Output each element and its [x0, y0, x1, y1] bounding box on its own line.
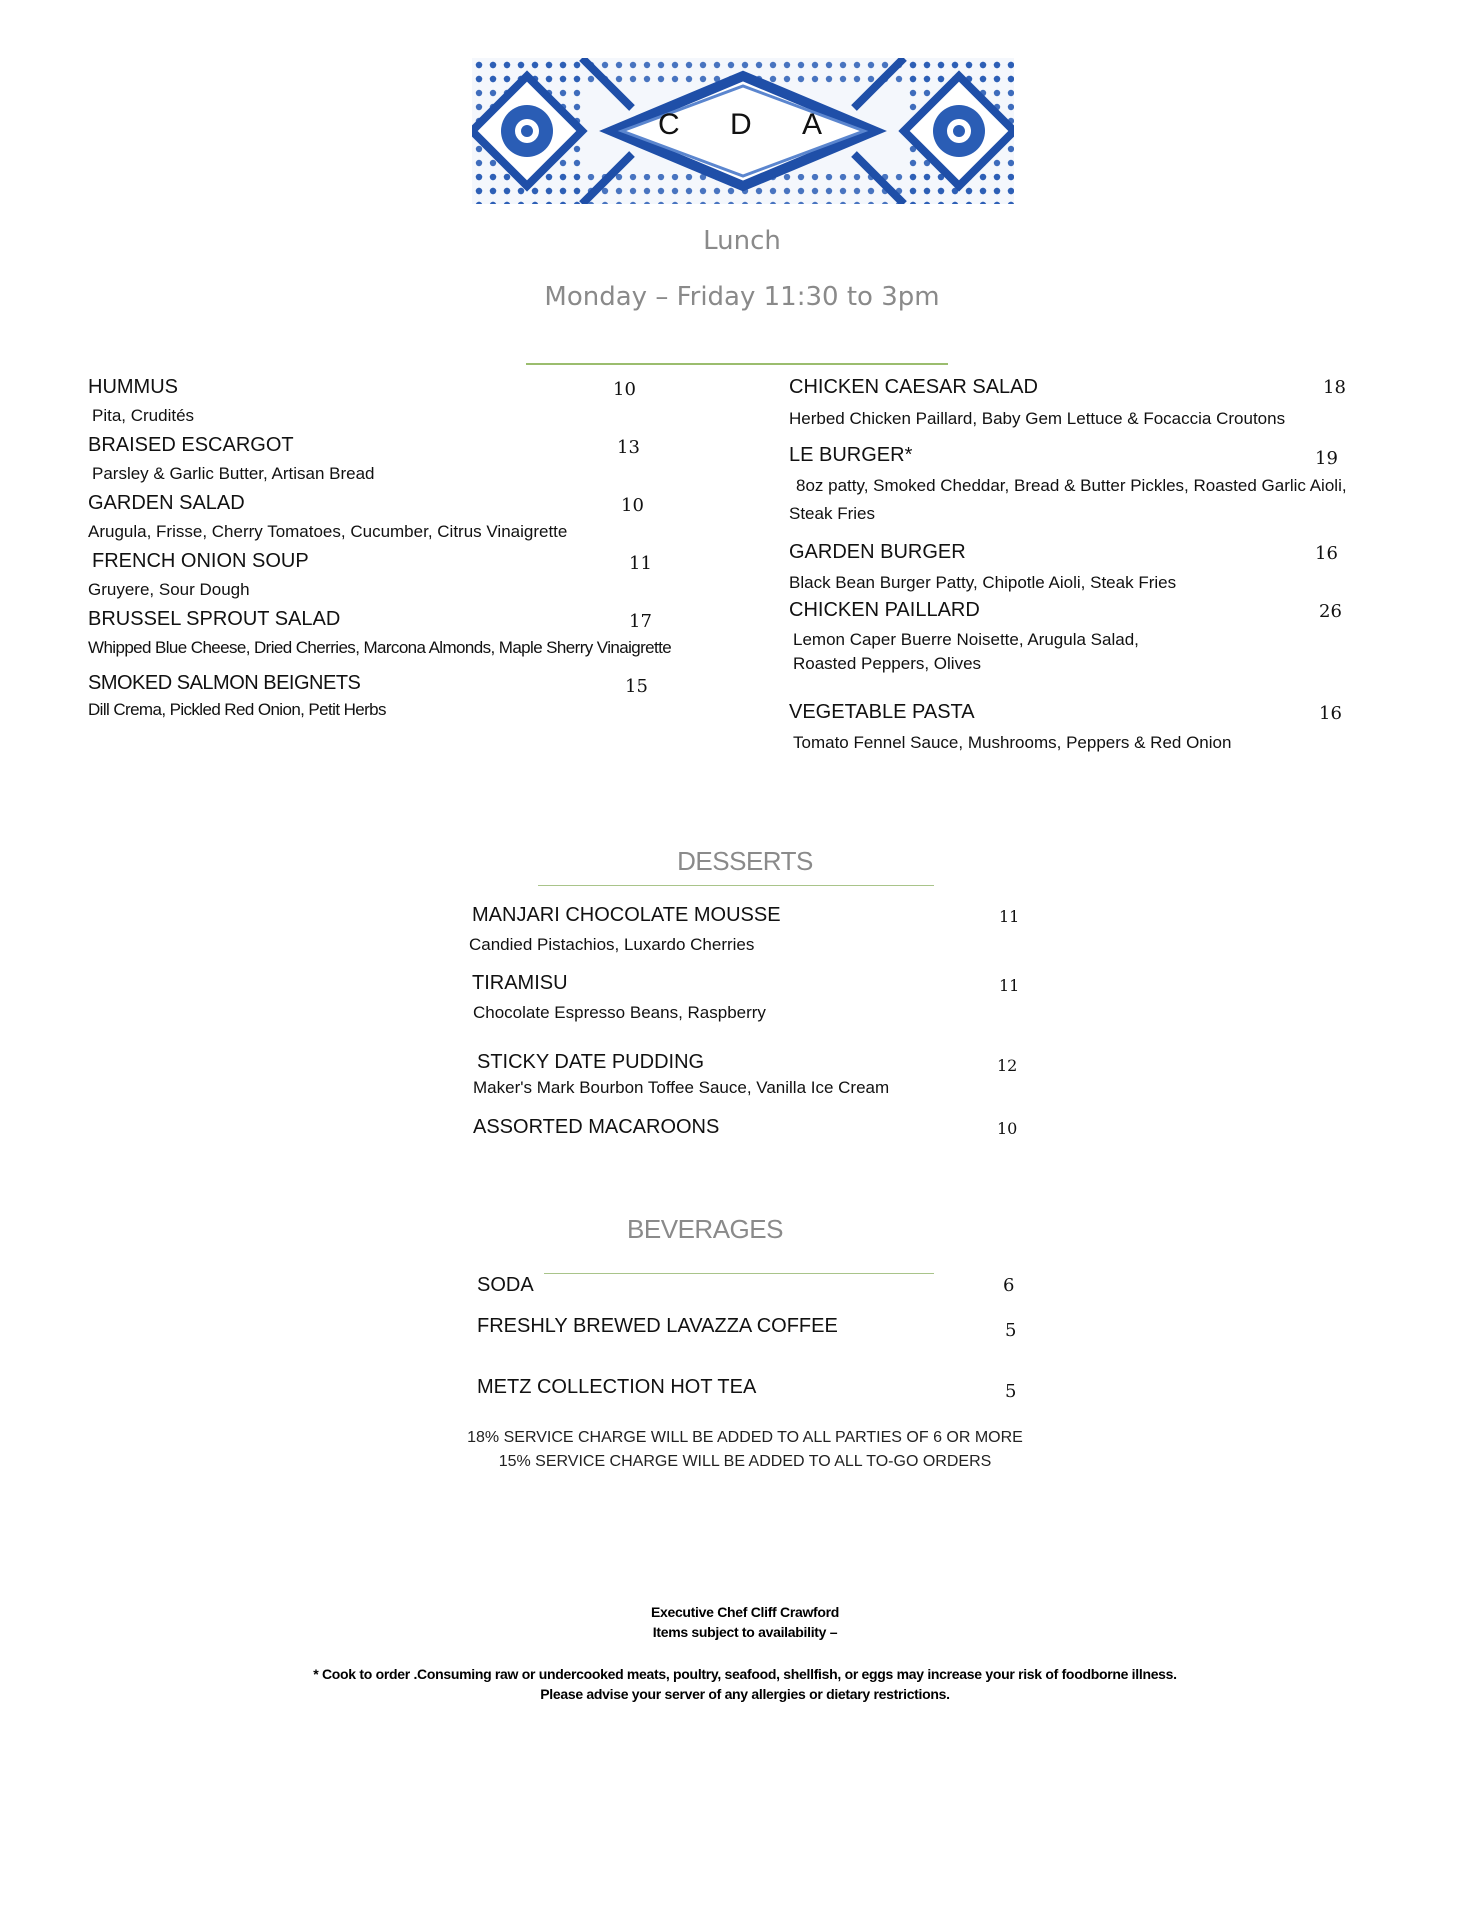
item-price: 18: [1323, 377, 1346, 398]
item-name: SODA: [477, 1274, 534, 1296]
item-desc: Parsley & Garlic Butter, Artisan Bread: [92, 464, 375, 483]
foodborne-illness-warning: * Cook to order .Consuming raw or undercooked meats, poultry, seafood, shellfish, or eggs may increase your risk of foodborne illness.: [313, 1666, 1177, 1682]
item-price: 10: [621, 495, 644, 516]
item-price: 10: [613, 379, 636, 400]
item-price: 16: [1319, 703, 1342, 724]
item-price: 5: [1005, 1381, 1017, 1402]
item-name: FRENCH ONION SOUP: [92, 550, 309, 572]
item-price: 17: [629, 611, 652, 632]
beverages-divider: [544, 1273, 934, 1274]
item-desc: Chocolate Espresso Beans, Raspberry: [473, 1003, 766, 1022]
logo-letter-d: D: [730, 108, 754, 141]
menu-hours: Monday – Friday 11:30 to 3pm: [544, 282, 940, 312]
item-desc: Whipped Blue Cheese, Dried Cherries, Marcona Almonds, Maple Sherry Vinaigrette: [88, 638, 672, 657]
item-desc: 8oz patty, Smoked Cheddar, Bread & Butter Pickles, Roasted Garlic Aioli,: [796, 476, 1347, 495]
allergy-note: Please advise your server of any allergies or dietary restrictions.: [540, 1686, 950, 1702]
item-name: TIRAMISU: [472, 972, 568, 994]
item-desc: Maker's Mark Bourbon Toffee Sauce, Vanilla Ice Cream: [473, 1078, 890, 1097]
logo-letter-c: C: [658, 108, 682, 141]
cda-logo: [472, 58, 1014, 204]
item-name: HUMMUS: [88, 376, 178, 398]
item-price: 12: [997, 1056, 1018, 1075]
item-price: 19: [1315, 448, 1338, 469]
item-name: VEGETABLE PASTA: [789, 701, 975, 723]
item-name: LE BURGER*: [789, 444, 913, 466]
item-desc: Candied Pistachios, Luxardo Cherries: [469, 935, 755, 954]
item-desc: Herbed Chicken Paillard, Baby Gem Lettuce & Focaccia Croutons: [789, 409, 1286, 428]
logo-letter-a: A: [802, 108, 825, 141]
section-title-desserts: DESSERTS: [677, 846, 813, 876]
menu-title: Lunch: [703, 226, 781, 256]
item-desc: Tomato Fennel Sauce, Mushrooms, Peppers & Red Onion: [793, 733, 1232, 752]
item-desc-continued: Steak Fries: [789, 504, 875, 523]
item-name: BRAISED ESCARGOT: [88, 434, 294, 456]
item-price: 11: [999, 976, 1020, 995]
desserts-divider: [538, 885, 934, 886]
item-name: BRUSSEL SPROUT SALAD: [88, 608, 341, 630]
item-price: 11: [999, 907, 1020, 926]
executive-chef: Executive Chef Cliff Crawford: [650, 1604, 840, 1620]
item-name: CHICKEN CAESAR SALAD: [789, 376, 1038, 398]
item-name: SMOKED SALMON BEIGNETS: [88, 672, 361, 694]
item-name: FRESHLY BREWED LAVAZZA COFFEE: [477, 1315, 838, 1337]
item-price: 10: [997, 1119, 1018, 1138]
item-price: 5: [1005, 1320, 1017, 1341]
item-name: GARDEN SALAD: [88, 492, 245, 514]
service-charge-notice-togo: 15% SERVICE CHARGE WILL BE ADDED TO ALL TO-GO ORDERS: [498, 1453, 992, 1470]
item-desc: Arugula, Frisse, Cherry Tomatoes, Cucumber, Citrus Vinaigrette: [88, 522, 568, 541]
item-name: MANJARI CHOCOLATE MOUSSE: [472, 904, 781, 926]
header-divider: [526, 363, 948, 365]
item-desc: Gruyere, Sour Dough: [88, 580, 250, 599]
item-name: GARDEN BURGER: [789, 541, 966, 563]
item-price: 13: [617, 437, 640, 458]
item-name: METZ COLLECTION HOT TEA: [477, 1376, 757, 1398]
service-charge-notice-parties: 18% SERVICE CHARGE WILL BE ADDED TO ALL PARTIES OF 6 OR MORE: [467, 1429, 1023, 1446]
item-desc: Pita, Crudités: [92, 406, 195, 425]
item-price: 16: [1315, 543, 1338, 564]
item-price: 26: [1319, 601, 1342, 622]
item-desc: Dill Crema, Pickled Red Onion, Petit Herbs: [88, 700, 386, 719]
item-name: STICKY DATE PUDDING: [477, 1051, 705, 1073]
item-desc: Lemon Caper Buerre Noisette, Arugula Salad,: [793, 630, 1139, 649]
availability-note: Items subject to availability –: [652, 1624, 838, 1640]
item-price: 6: [1003, 1275, 1015, 1296]
item-desc: Black Bean Burger Patty, Chipotle Aioli, Steak Fries: [789, 573, 1177, 592]
item-name: ASSORTED MACAROONS: [473, 1116, 720, 1138]
item-price: 11: [629, 553, 652, 574]
item-name: CHICKEN PAILLARD: [789, 599, 980, 621]
item-price: 15: [625, 676, 648, 697]
section-title-beverages: BEVERAGES: [627, 1214, 783, 1244]
item-desc-continued: Roasted Peppers, Olives: [793, 654, 982, 673]
